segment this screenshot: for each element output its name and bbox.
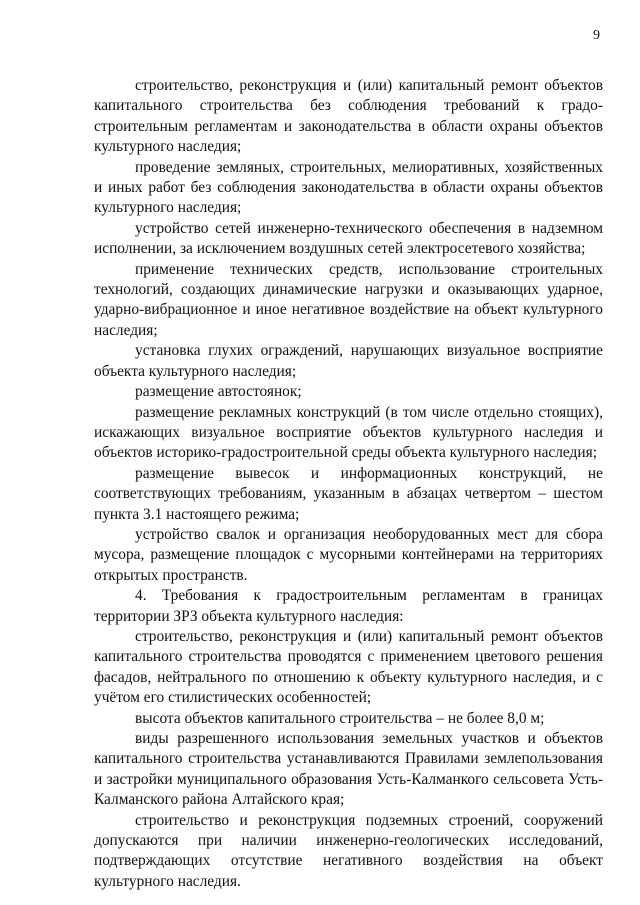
paragraph-14: строительство и реконструкция подземных строений, сооружений допускаются при наличии инженерно-геологических исследований, подтверждающих отсутствие негативного воздействия на объект культурного наследия. (94, 811, 603, 890)
document-body (94, 76, 603, 892)
paragraph-9: устройство свалок и организация необорудованных мест для сбора мусора, размещение площадок с мусорными контейнерами на территориях открытых пространств. (94, 525, 603, 584)
section-heading: 4. Требования к градостроительным регламентам в границах территории ЗРЗ объекта культурного наследия: (94, 587, 603, 625)
paragraph-3: устройство сетей инженерно-технического обеспечения в надземном исполнении, за исключением воздушных сетей электросетевого хозяйства; (94, 219, 603, 258)
paragraph-2: проведение земляных, строительных, мелиоративных, хозяйственных и иных работ без соблюдения законодательства в области охраны объектов культурного наследия; (94, 158, 603, 217)
paragraph-11: строительство, реконструкция и (или) капитальный ремонт объектов капитального строительства проводятся с применением цветового решения фасадов, нейтрального по отношению к объекту культурного наследия, и с учётом его стилистических особенностей; (94, 627, 603, 707)
paragraph-7: размещение рекламных конструкций (в том числе отдельно стоящих), искажающих визуальное восприятие объектов культурного наследия и объектов историко-градостроительной среды объекта культурного наследия; (94, 403, 603, 462)
paragraph-8: размещение вывесок и информационных конструкций, не соответствующих требованиям, указанным в абзацах четвертом – шестом пункта 3.1 настоящего режима; (94, 464, 603, 523)
paragraph-6: размещение автостоянок; (135, 383, 302, 401)
paragraph-12: высота объектов капитального строительства – не более 8,0 м; (135, 709, 545, 727)
paragraph-5: установка глухих ограждений, нарушающих визуальное восприятие объекта культурного наследия; (94, 342, 603, 380)
paragraph-4: применение технических средств, использование строительных технологий, создающих динамические нагрузки и оказывающих ударное, ударно-вибрационное и иное негативное воздействие на объект культурного наследия; (94, 260, 603, 339)
paragraph-13: виды разрешенного использования земельных участков и объектов капитального строительства устанавливаются Правилами землепользования и застройки муниципального образования Усть-Калманкого сельсовета Усть-Калманского района Алтайского края; (94, 730, 603, 809)
paragraph-1: строительство, реконструкция и (или) капитальный ремонт объектов капитального строительства без соблюдения требований к градо-строительным регламентам и законодательства в области охраны объектов культурного наследия; (94, 77, 603, 156)
page-number: 9 (593, 28, 600, 43)
